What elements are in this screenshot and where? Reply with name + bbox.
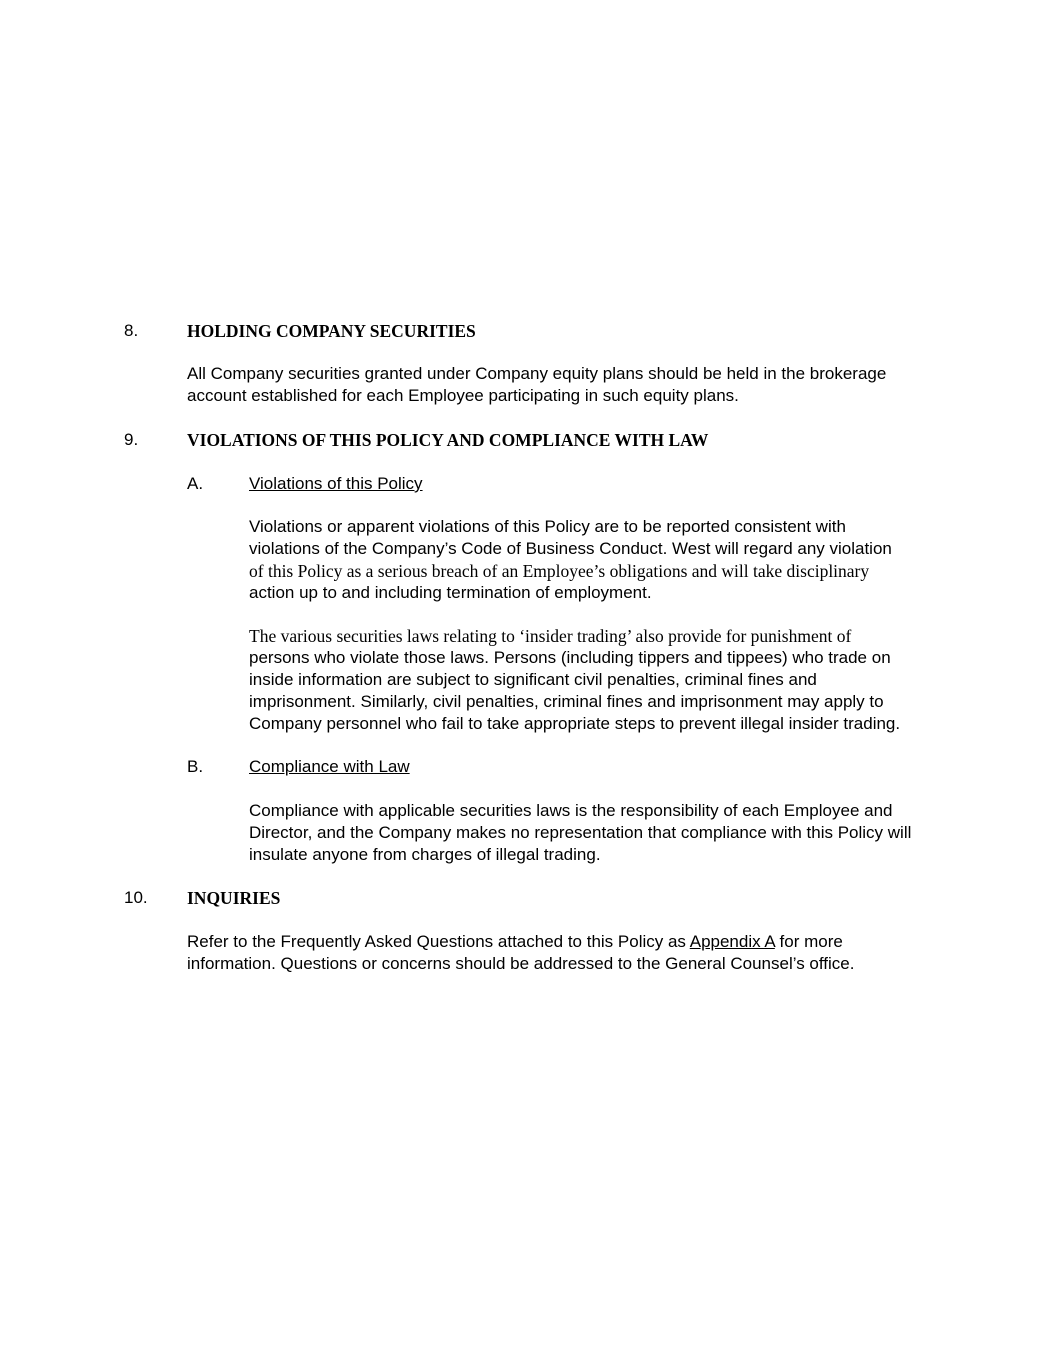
paragraph-line: Violations or apparent violations of this Policy are to be reported consistent with [249, 517, 846, 536]
section-8-heading: HOLDING COMPANY SECURITIES [187, 321, 476, 341]
section-10-number: 10. [124, 888, 148, 907]
paragraph-line: All Company securities granted under Company equity plans should be held in the brokerage [187, 364, 887, 383]
section-8-number: 8. [124, 321, 139, 340]
section-9-number: 9. [124, 430, 139, 449]
section-10-heading: INQUIRIES [187, 888, 281, 908]
paragraph-line: Compliance with applicable securities laws is the responsibility of each Employee and [249, 801, 893, 820]
paragraph-line: persons who violate those laws. Persons (including tippers and tippees) who trade on [249, 648, 891, 667]
paragraph-line: Director, and the Company makes no representation that compliance with this Policy will [249, 823, 912, 842]
paragraph-text: for more [774, 932, 843, 951]
subsection-a-title: Violations of this Policy [249, 474, 423, 493]
paragraph-line: information. Questions or concerns should be addressed to the General Counsel’s office. [187, 954, 855, 973]
section-9-heading: VIOLATIONS OF THIS POLICY AND COMPLIANCE WITH LAW [187, 430, 709, 450]
paragraph-line: of this Policy as a serious breach of an Employee’s obligations and will take disciplinary [249, 561, 870, 581]
appendix-a-link[interactable]: Appendix A [689, 932, 775, 951]
paragraph-line: imprisonment. Similarly, civil penalties, criminal fines and imprisonment may apply to [249, 692, 884, 711]
subsection-b-title: Compliance with Law [249, 757, 410, 776]
subsection-a-letter: A. [187, 474, 204, 493]
paragraph-line [187, 931, 843, 953]
subsection-b-letter: B. [187, 757, 204, 776]
paragraph-line: inside information are subject to significant civil penalties, criminal fines and [249, 670, 817, 689]
paragraph-text: Refer to the Frequently Asked Questions attached to this Policy as [187, 932, 690, 951]
paragraph-line: Company personnel who fail to take appropriate steps to prevent illegal insider trading. [249, 714, 901, 733]
paragraph-line: violations of the Company’s Code of Business Conduct. West will regard any violation [249, 539, 892, 558]
paragraph-line: action up to and including termination of employment. [249, 583, 652, 602]
paragraph-line: account established for each Employee participating in such equity plans. [187, 386, 739, 405]
paragraph-line: insulate anyone from charges of illegal trading. [249, 845, 601, 864]
paragraph-line: The various securities laws relating to ‘insider trading’ also provide for punishment of [249, 626, 852, 646]
